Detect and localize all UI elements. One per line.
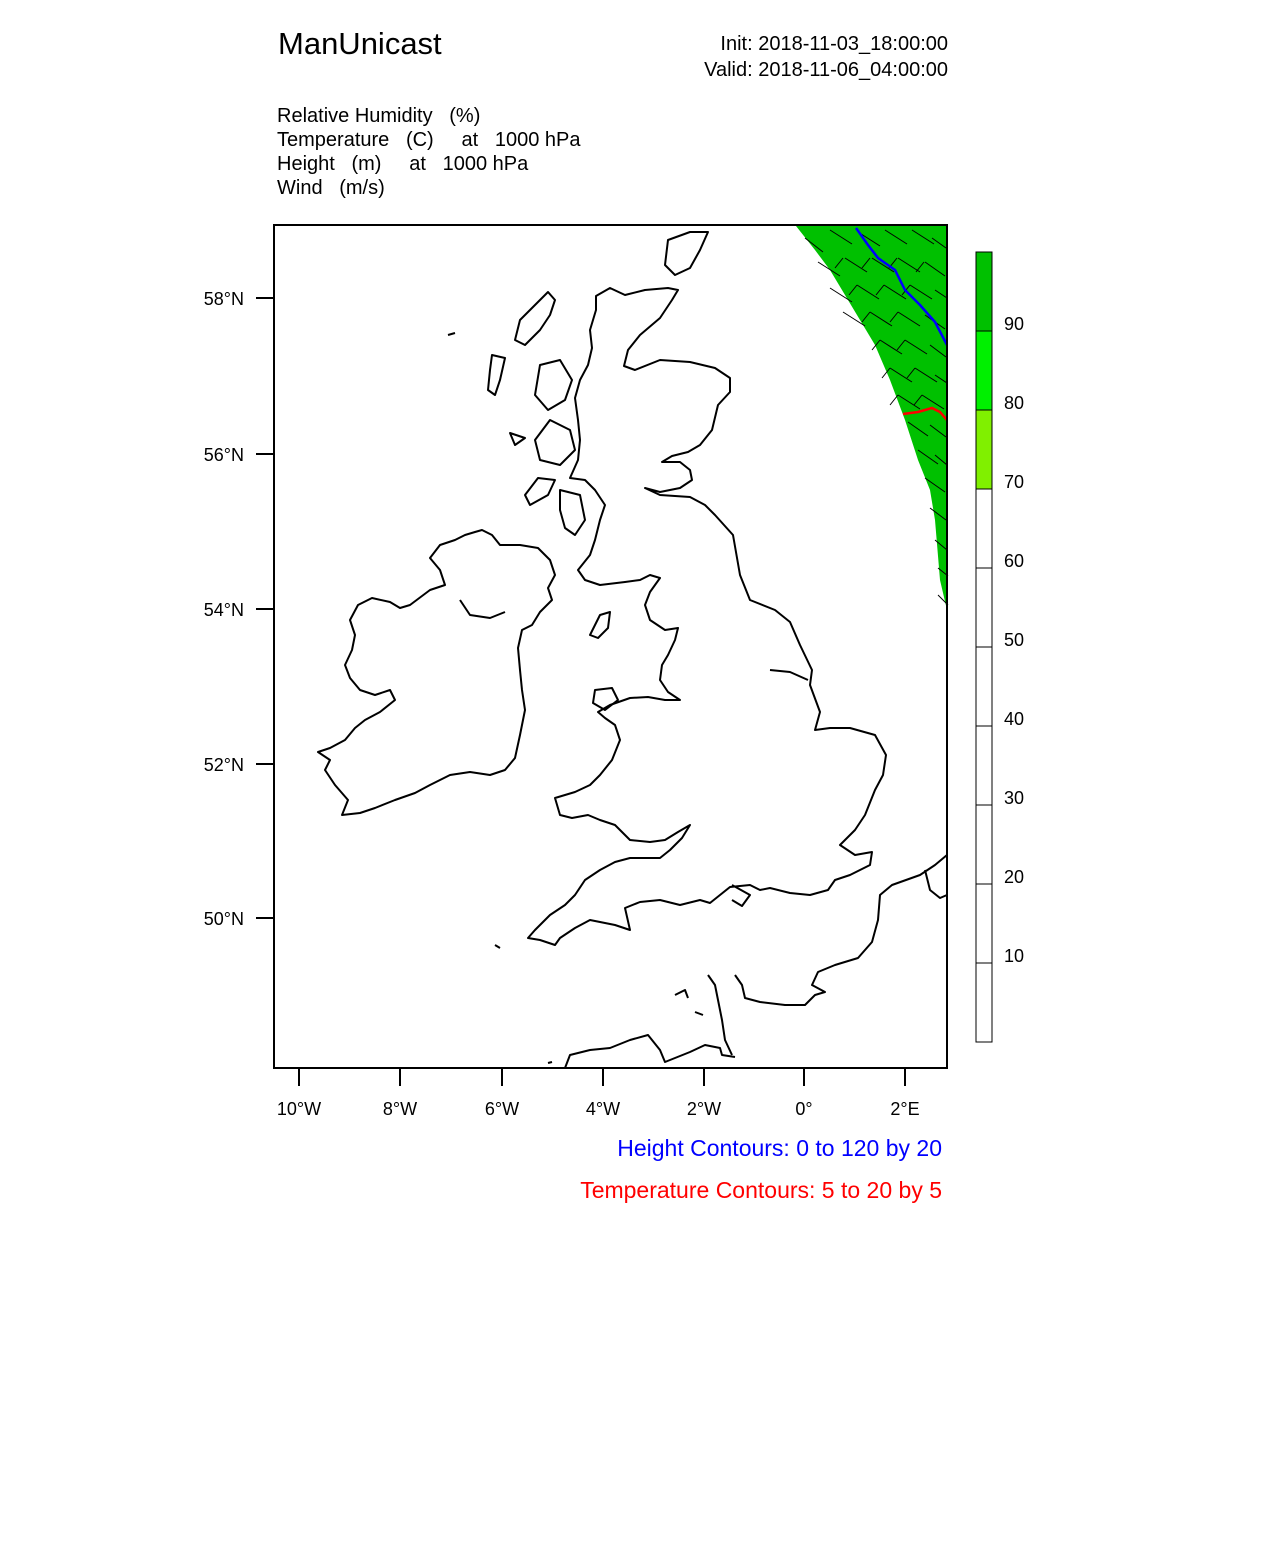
colorbar xyxy=(976,252,992,1042)
coastlines xyxy=(318,232,947,1068)
lon-label-0: 0° xyxy=(795,1099,813,1119)
colorbar-box xyxy=(976,884,992,963)
lon-label-6w: 6°W xyxy=(484,1099,520,1119)
temperature-contour-legend: Temperature Contours: 5 to 20 by 5 xyxy=(580,1177,942,1203)
init-time: Init: 2018-11-03_18:00:00 xyxy=(720,33,948,55)
colorbar-label-30: 30 xyxy=(1004,788,1025,808)
lat-label-54: 54°N xyxy=(203,600,244,620)
colorbar-label-80: 80 xyxy=(1004,393,1025,413)
lon-label-2e: 2°E xyxy=(890,1099,920,1119)
colorbar-box xyxy=(976,805,992,884)
colorbar-box xyxy=(976,568,992,647)
lat-label-58: 58°N xyxy=(203,289,244,309)
lat-label-50: 50°N xyxy=(203,909,244,929)
field-description-height: Height (m) at 1000 hPa xyxy=(277,153,529,175)
lon-label-8w: 8°W xyxy=(382,1099,418,1119)
field-description-rh: Relative Humidity (%) xyxy=(277,105,481,127)
colorbar-label-50: 50 xyxy=(1004,630,1025,650)
field-description-temperature: Temperature (C) at 1000 hPa xyxy=(277,129,581,151)
colorbar-box xyxy=(976,489,992,568)
colorbar-label-20: 20 xyxy=(1004,867,1025,887)
lat-label-52: 52°N xyxy=(203,755,244,775)
latitude-axis xyxy=(204,289,274,929)
height-contour-legend: Height Contours: 0 to 120 by 20 xyxy=(617,1135,942,1161)
lon-label-4w: 4°W xyxy=(585,1099,621,1119)
longitude-axis xyxy=(277,1068,920,1119)
colorbar-label-40: 40 xyxy=(1004,709,1025,729)
great-britain-coast xyxy=(528,288,886,945)
map-title: ManUnicast xyxy=(278,26,442,61)
lon-label-2w: 2°W xyxy=(686,1099,722,1119)
humidity-shading xyxy=(796,226,947,610)
colorbar-box xyxy=(976,963,992,1042)
colorbar-label-10: 10 xyxy=(1004,946,1025,966)
lon-label-10w: 10°W xyxy=(276,1099,322,1119)
colorbar-label-70: 70 xyxy=(1004,472,1025,492)
ireland-coast xyxy=(318,530,555,815)
colorbar-box xyxy=(976,252,992,331)
colorbar-label-90: 90 xyxy=(1004,314,1025,334)
valid-time: Valid: 2018-11-06_04:00:00 xyxy=(704,59,948,81)
colorbar-box xyxy=(976,647,992,726)
map-frame xyxy=(274,225,947,1068)
colorbar-box xyxy=(976,331,992,410)
colorbar-label-60: 60 xyxy=(1004,551,1025,571)
field-description-wind: Wind (m/s) xyxy=(277,177,385,199)
lat-label-56: 56°N xyxy=(203,445,244,465)
colorbar-box xyxy=(976,726,992,805)
colorbar-labels xyxy=(1004,314,1024,966)
colorbar-box xyxy=(976,410,992,489)
